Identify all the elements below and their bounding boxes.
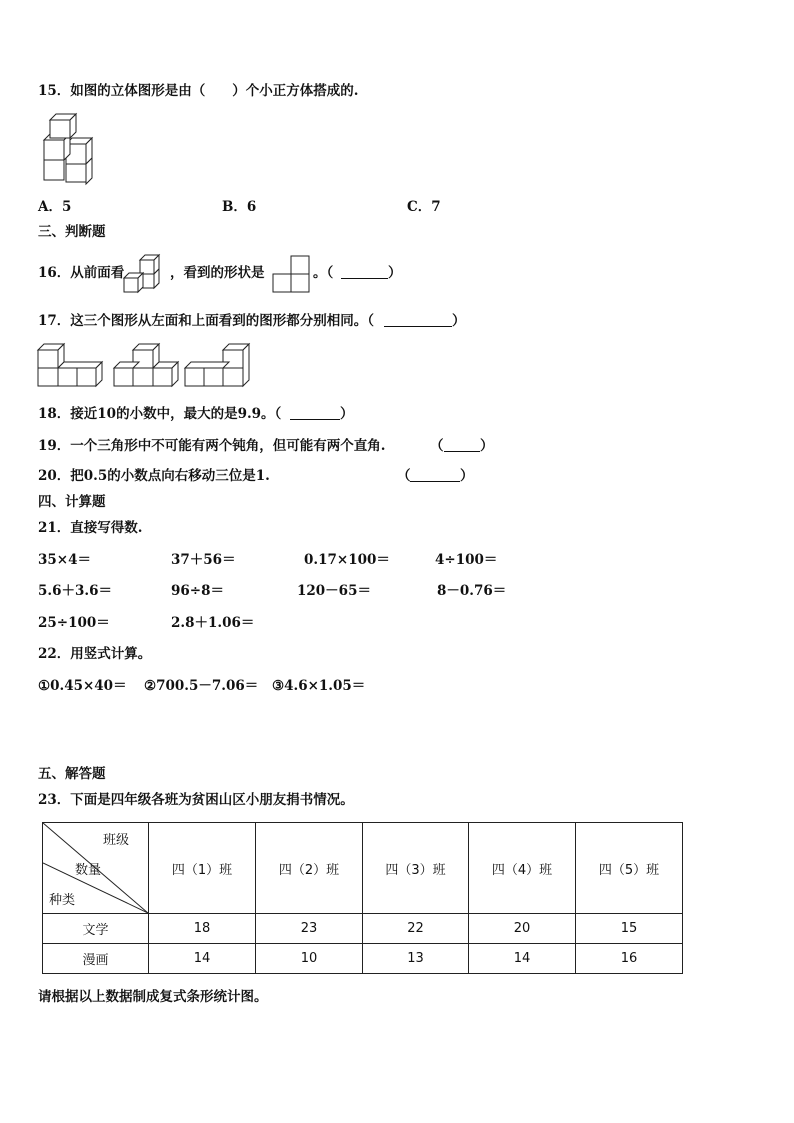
q15-option-b[interactable]: B．6 [222,199,257,215]
q16-text-part4: ） [388,265,402,281]
q16-front-view-figure [272,254,312,294]
q21-item: 25÷100＝ [38,615,110,631]
q19-close: ） [480,438,494,454]
section-3-heading: 三、判断题 [38,224,106,240]
q21-item: 8－0.76＝ [437,583,507,599]
section-5-heading: 五、解答题 [38,766,106,782]
q22-item: ③4.6×1.05＝ [272,678,366,694]
table-cell: 20 [469,914,576,944]
q16-text-part3: 。（ [313,265,334,281]
section-4-heading: 四、计算题 [38,494,106,510]
q17-answer-blank[interactable] [384,314,452,327]
q20-answer-blank[interactable] [410,469,460,482]
table-header: 四（5）班 [576,823,683,914]
table-header: 四（4）班 [469,823,576,914]
q16-text-part2: ，看到的形状是 [170,265,265,281]
book-donation-table [42,822,683,974]
q21-item: 5.6＋3.6＝ [38,583,112,599]
q18-close: ） [340,406,354,422]
q18-answer-blank[interactable] [290,407,340,420]
q20-open: （ [397,468,411,484]
q16-answer-blank[interactable] [341,266,388,279]
q17-close: ） [452,313,466,329]
q23-text: 23．下面是四年级各班为贫困山区小朋友捐书情况。 [38,792,354,808]
table-header: 四（1）班 [149,823,256,914]
table-cell: 14 [149,944,256,974]
q22-item: ②700.5－7.06＝ [144,678,259,694]
q16-text-part1: 16．从前面看 [38,265,125,281]
q21-item: 2.8＋1.06＝ [171,615,255,631]
table-cell: 14 [469,944,576,974]
q23-instruction: 请根据以上数据制成复式条形统计图。 [38,989,268,1005]
q15-text: 15．如图的立体图形是由（ ）个小正方体搭成的. [38,83,359,99]
q21-item: 120－65＝ [297,583,371,599]
row-label: 漫画 [43,944,149,974]
q19-answer-blank[interactable] [444,439,480,452]
table-cell: 13 [363,944,469,974]
q18-text: 18．接近10的小数中，最大的是9.9。（ [38,406,282,422]
q21-item: 96÷8＝ [171,583,224,599]
table-cell: 10 [256,944,363,974]
q16-cube-figure [122,252,160,294]
q19-open: （ [430,438,444,454]
table-header: 四（3）班 [363,823,469,914]
row-label: 文学 [43,914,149,944]
table-cell: 23 [256,914,363,944]
q21-item: 35×4＝ [38,552,91,568]
table-cell: 18 [149,914,256,944]
q15-cube-figure [40,114,100,184]
table-row [43,914,683,944]
q17-three-cube-figures [38,344,253,388]
table-cell: 22 [363,914,469,944]
corner-label-quantity: 数量 [75,863,102,878]
q15-option-a[interactable]: A．5 [38,199,72,215]
table-cell: 16 [576,944,683,974]
table-corner-cell [43,823,149,914]
q15-option-c[interactable]: C．7 [407,199,441,215]
corner-label-class: 班级 [103,833,130,848]
table-cell: 15 [576,914,683,944]
q22-text: 22．用竖式计算。 [38,646,152,662]
table-header: 四（2）班 [256,823,363,914]
q21-text: 21．直接写得数. [38,520,143,536]
q22-item: ①0.45×40＝ [38,678,127,694]
q17-text: 17．这三个图形从左面和上面看到的图形都分别相同。（ [38,313,375,329]
corner-label-type: 种类 [49,893,76,908]
q20-close: ） [460,468,474,484]
q21-item: 4÷100＝ [435,552,498,568]
q21-item: 0.17×100＝ [304,552,390,568]
table-row [43,944,683,974]
q21-item: 37＋56＝ [171,552,236,568]
q19-text: 19．一个三角形中不可能有两个钝角，但可能有两个直角. [38,438,386,454]
q20-text: 20．把0.5的小数点向右移动三位是1. [38,468,270,484]
